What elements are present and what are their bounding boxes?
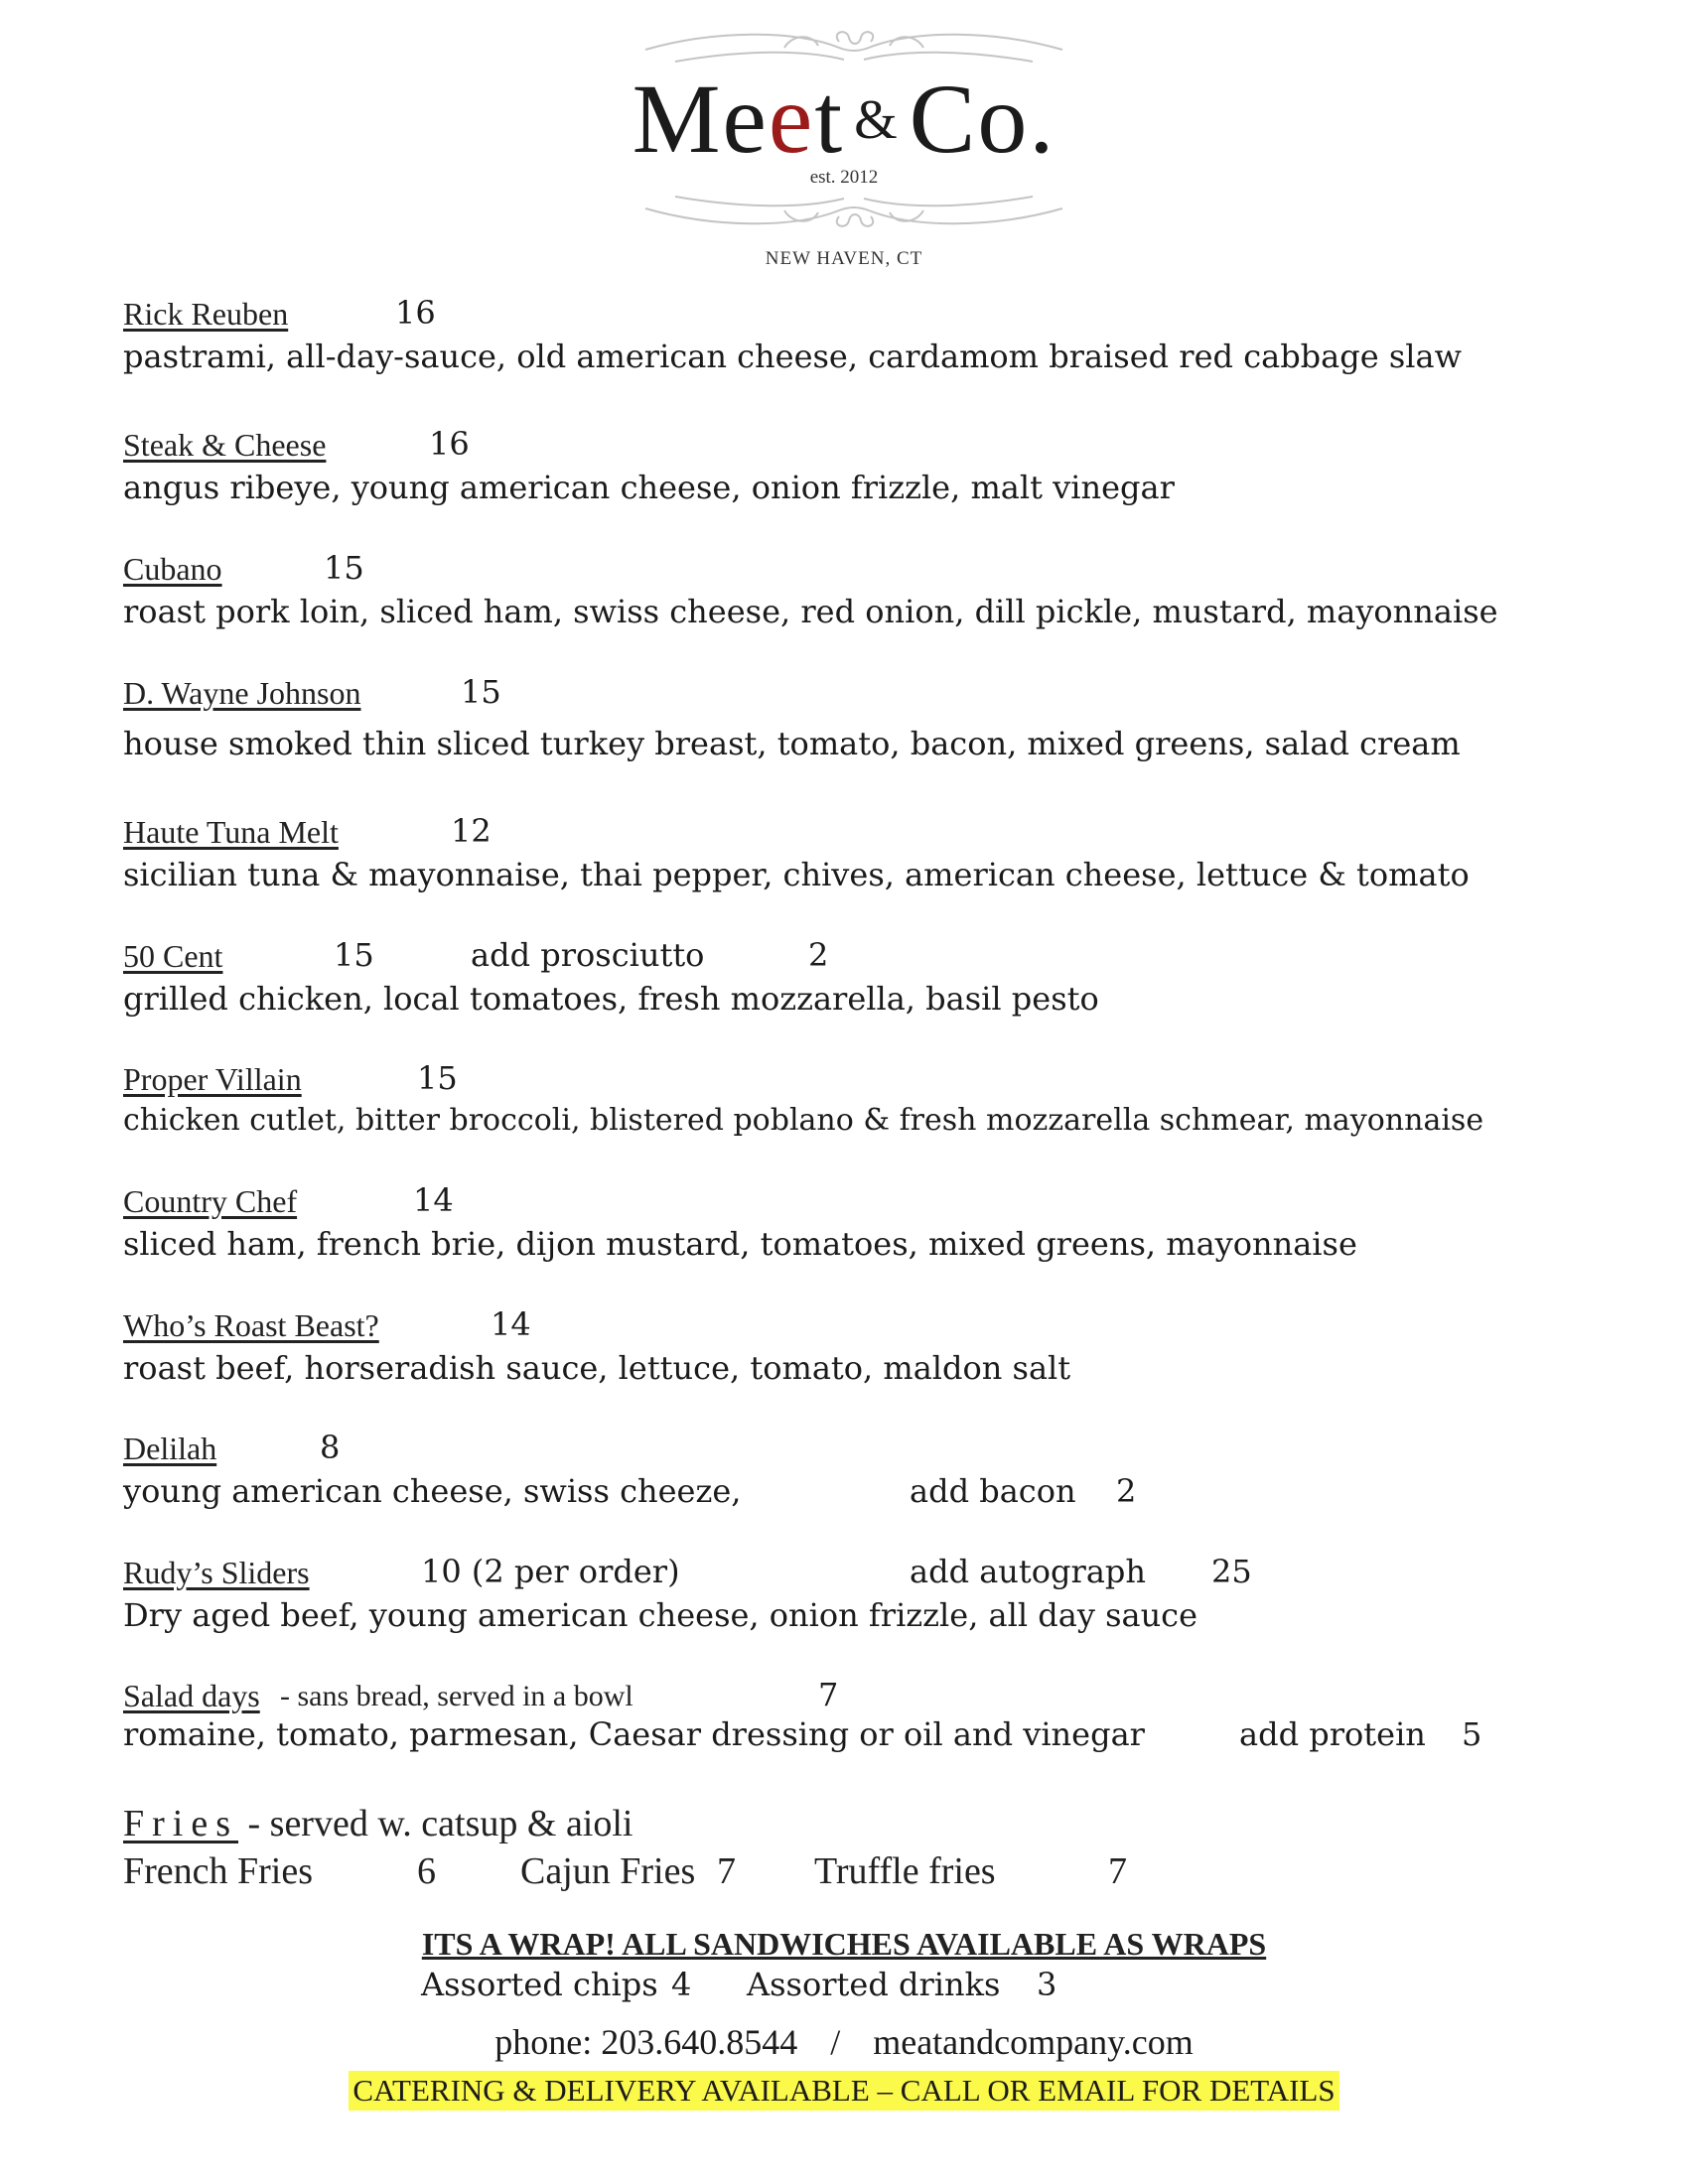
item-name: Rick Reuben: [123, 296, 289, 332]
city-label: NEW HAVEN, CT: [765, 248, 923, 269]
logo-text-part2: t: [814, 64, 845, 174]
menu-item: [123, 673, 1613, 762]
catering-banner: [0, 2071, 1688, 2111]
fries-option-name: Cajun Fries: [520, 1850, 696, 1892]
menu-header: [0, 0, 1688, 288]
menu-item: [123, 1553, 1613, 1634]
drinks-price: 3: [1037, 1966, 1057, 2003]
established-year: est. 2012: [809, 167, 879, 188]
item-description: Dry aged beef, young american cheese, onion frizzle, all day sauce: [123, 1596, 1198, 1634]
item-description: sicilian tuna & mayonnaise, thai pepper, chives, american cheese, lettuce & tomato: [123, 856, 1470, 893]
item-name: Cubano: [123, 551, 222, 587]
item-description: sliced ham, french brie, dijon mustard, tomatoes, mixed greens, mayonnaise: [123, 1225, 1357, 1263]
addon-price: 5: [1462, 1715, 1482, 1753]
menu-item: [123, 1181, 1613, 1263]
logo-text-part1: Me: [632, 64, 769, 174]
item-price: 15: [417, 1059, 458, 1097]
catering-notice: CATERING & DELIVERY AVAILABLE – CALL OR EMAIL FOR DETAILS: [349, 2071, 1338, 2111]
item-price: 12: [451, 812, 492, 850]
phone-number: phone: 203.640.8544: [494, 2022, 798, 2062]
item-description: romaine, tomato, parmesan, Caesar dressing or oil and vinegar: [123, 1715, 1145, 1753]
item-description: angus ribeye, young american cheese, onion frizzle, malt vinegar: [123, 469, 1175, 506]
fries-title: Fries: [123, 1803, 238, 1844]
addon-label: add prosciutto: [471, 936, 705, 974]
logo: [0, 62, 1688, 176]
item-name: Rudy’s Sliders: [123, 1555, 310, 1590]
addon-price: 25: [1211, 1553, 1252, 1590]
item-description: house smoked thin sliced turkey breast, tomato, bacon, mixed greens, salad cream: [123, 725, 1461, 762]
item-name: Salad days: [123, 1678, 260, 1713]
menu-item: [123, 1676, 1613, 1753]
item-name: Who’s Roast Beast?: [123, 1307, 379, 1343]
addon-price: 2: [1116, 1472, 1137, 1510]
item-description: young american cheese, swiss cheeze,: [123, 1472, 742, 1510]
fries-section: [123, 1802, 1613, 1911]
fries-option-price: 6: [417, 1850, 436, 1892]
fries-option-price: 7: [1108, 1850, 1127, 1892]
item-name: 50 Cent: [123, 938, 223, 974]
menu-item: [123, 812, 1613, 893]
logo-accent-letter: e: [768, 64, 815, 174]
item-price: 7: [818, 1676, 839, 1713]
chips-price: 4: [671, 1966, 692, 2003]
addon-price: 2: [808, 936, 829, 974]
fries-option-price: 7: [717, 1850, 736, 1892]
addon-label: add autograph: [910, 1553, 1146, 1590]
item-price: 14: [413, 1181, 454, 1219]
addon-label: add bacon: [910, 1472, 1076, 1510]
menu-item: [123, 1305, 1613, 1387]
drinks-label: Assorted drinks: [747, 1966, 1001, 2003]
item-price: 16: [395, 294, 436, 332]
item-name: Steak & Cheese: [123, 427, 327, 463]
item-price: 8: [320, 1429, 341, 1466]
menu-item: [123, 936, 1613, 1018]
item-name: Haute Tuna Melt: [123, 814, 339, 850]
item-description: roast pork loin, sliced ham, swiss cheese, red onion, dill pickle, mustard, mayonnaise: [123, 593, 1498, 630]
item-price: 15: [334, 936, 374, 974]
item-subtitle: - sans bread, served in a bowl: [280, 1680, 633, 1712]
item-name: D. Wayne Johnson: [123, 675, 361, 711]
item-price: 15: [461, 673, 501, 711]
menu-item: [123, 1059, 1613, 1138]
item-description: chicken cutlet, bitter broccoli, blistered poblano & fresh mozzarella schmear, mayonnaise: [123, 1103, 1484, 1138]
logo-text-part3: Co.: [909, 64, 1056, 174]
menu-item: [123, 425, 1613, 506]
item-price: 14: [491, 1305, 531, 1343]
item-name: Proper Villain: [123, 1061, 302, 1097]
website-link[interactable]: meatandcompany.com: [873, 2022, 1194, 2062]
contact-separator: /: [830, 2022, 841, 2062]
addon-label: add protein: [1239, 1715, 1426, 1753]
item-description: pastrami, all-day-sauce, old american cheese, cardamom braised red cabbage slaw: [123, 338, 1462, 375]
chips-label: Assorted chips: [421, 1966, 658, 2003]
menu-item: [123, 294, 1613, 375]
item-description: grilled chicken, local tomatoes, fresh mozzarella, basil pesto: [123, 980, 1099, 1018]
menu-item: [123, 549, 1613, 630]
item-name: Delilah: [123, 1431, 217, 1466]
menu-item: [123, 1429, 1613, 1510]
fries-option-name: French Fries: [123, 1850, 314, 1892]
fries-option-name: Truffle fries: [814, 1850, 996, 1892]
logo-ampersand: &: [854, 89, 900, 151]
item-description: roast beef, horseradish sauce, lettuce, tomato, maldon salt: [123, 1349, 1071, 1387]
item-name: Country Chef: [123, 1183, 298, 1219]
wrap-notice: ITS A WRAP! ALL SANDWICHES AVAILABLE AS WRAPS: [421, 1926, 1267, 1962]
fries-heading: [123, 1802, 633, 1845]
item-price: 10 (2 per order): [421, 1553, 680, 1590]
item-price: 15: [324, 549, 364, 587]
contact-line: [0, 2021, 1688, 2063]
item-price: 16: [429, 425, 470, 463]
fries-subtitle: - served w. catsup & aioli: [238, 1803, 633, 1844]
